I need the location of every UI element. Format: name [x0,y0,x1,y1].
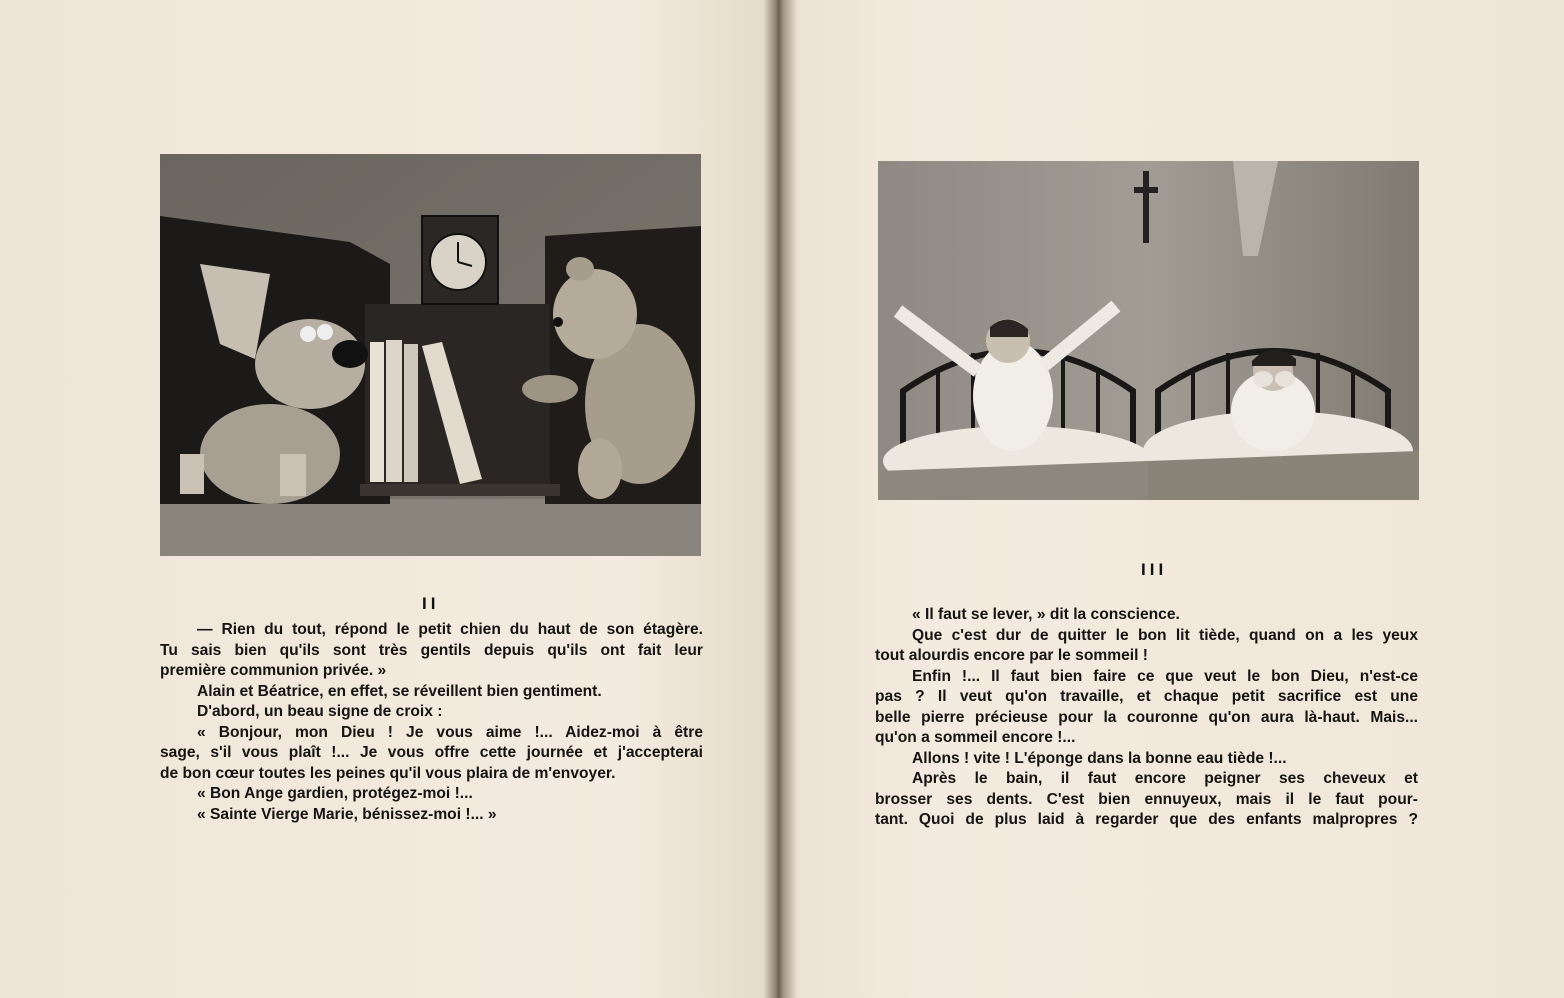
children-waking-photo [878,161,1419,500]
toys-on-shelf-photo [160,154,701,556]
right-page [784,0,1564,998]
text-line: qu'on a sommeil encore !... [875,729,1076,746]
text-line: de bon cœur toutes les peines qu'il vous plaira de m'envoyer. [160,764,616,782]
text-line: Alain et Béatrice, en effet, se réveillent bien gentiment. [197,682,602,700]
text-line: pas ? Il veut qu'on travaille, et chaque petit sacrifice est une [875,688,1418,705]
text-line: Tu sais bien qu'ils sont très gentils depuis qu'ils ont fait leur [160,641,703,659]
text-line: « Bon Ange gardien, protégez-moi !... [197,785,473,802]
left-page [0,0,778,998]
text-line: « Sainte Vierge Marie, bénissez-moi !... » [197,805,497,823]
text-line: première communion privée. » [160,662,387,679]
text-line: belle pierre précieuse pour la couronne qu'on aura là-haut. Mais... [875,708,1418,726]
text-line: — Rien du tout, répond le petit chien du haut de son étagère. [197,621,703,638]
text-line: Allons ! vite ! L'éponge dans la bonne eau tiède !... [912,749,1287,767]
text-line: D'abord, un beau signe de croix : [197,703,443,720]
text-line: Après le bain, il faut encore peigner ses cheveux et [912,770,1418,787]
text-line: tant. Quoi de plus laid à regarder que des enfants malpropres ? [875,811,1418,828]
right-page-text [875,605,1418,831]
text-line: brosser ses dents. C'est bien ennuyeux, mais il le faut pour- [875,790,1418,808]
left-page-text [160,620,703,825]
chapter-number: II [422,594,440,613]
text-line: sage, s'il vous plaît !... Je vous offre cette journée et j'accepterai [160,744,703,761]
text-line: « Il faut se lever, » dit la conscience. [912,606,1180,623]
text-line: tout alourdis encore par le sommeil ! [875,647,1148,664]
text-line: Que c'est dur de quitter le bon lit tiède, quand on a les yeux [912,626,1418,644]
text-line: « Bonjour, mon Dieu ! Je vous aime !... Aidez-moi à être [197,723,703,741]
chapter-number: III [1141,560,1168,579]
text-line: Enfin !... Il faut bien faire ce que veut le bon Dieu, n'est-ce [912,667,1418,685]
